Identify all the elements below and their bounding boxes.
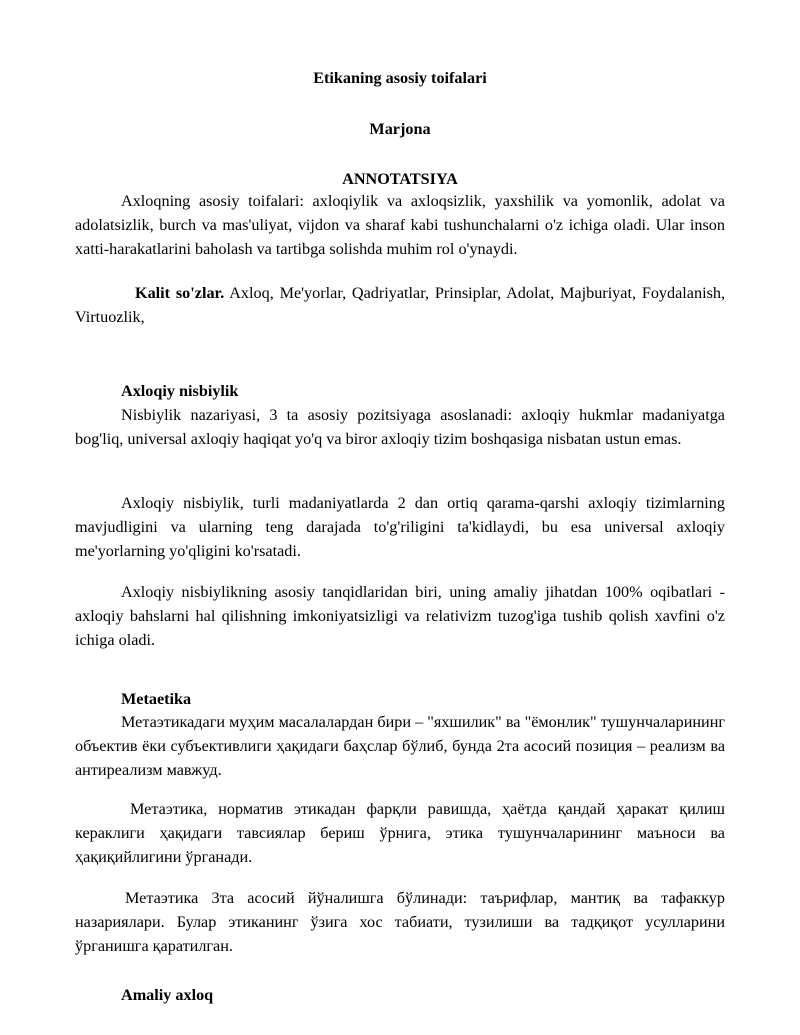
section-paragraph: [75, 797, 725, 870]
document-title: Etikaning asosiy toifalari: [313, 69, 487, 87]
keywords-paragraph: [75, 281, 725, 329]
paragraph-text: Метаэтикадаги муҳим масалалардан бири – "яхшилик" ва "ёмонлик" тушунчаларининг объектив ёки субъективлиги ҳақидаги баҳслар бўлиб, бунда 2та асосий позиция – реализм ва антиреализм мавжуд.: [75, 713, 725, 780]
section-heading-amaliy-axloq: Amaliy axloq: [121, 986, 214, 1004]
keywords-label: Kalit so'zlar.: [135, 284, 225, 302]
abstract-heading: ANNOTATSIYA: [342, 170, 458, 188]
abstract-paragraph: [75, 189, 725, 262]
section-paragraph: [75, 886, 725, 959]
section-paragraph: [75, 403, 725, 451]
section-paragraph: [75, 580, 725, 653]
section-heading-metaetika: Metaetika: [121, 690, 192, 708]
paragraph-text: Nisbiylik nazariyasi, 3 ta asosiy pozitsiyaga asoslanadi: axloqiy hukmlar madaniyatga bog'liq, universal axloqiy haqiqat yo'q va biror axloqiy tizim boshqasiga nisbatan ustun emas.: [75, 406, 725, 449]
abstract-text: Axloqning asosiy toifalari: axloqiylik va axloqsizlik, yaxshilik va yomonlik, adolat va adolatsizlik, burch va mas'uliyat, vijdon va sharaf kabi tushunchalarni o'z ichiga oladi. Ular inson xatti-harakatlarini baholash va tartibga solishda muhim rol o'ynaydi.: [75, 192, 725, 259]
paragraph-text: Axloqiy nisbiylik, turli madaniyatlarda 2 dan ortiq qarama-qarshi axloqiy tizimlarning mavjudligini va ularning teng darajada to'g'riligini ta'kidlaydi, bu esa universal axloqiy me'yorlarning yo'qligini ko'rsatadi.: [75, 494, 725, 561]
keywords-text: Axloq, Me'yorlar, Qadriyatlar, Prinsiplar, Adolat, Majburiyat, Foydalanish, Virtuozlik,: [75, 284, 726, 327]
section-paragraph: [75, 491, 725, 564]
section-paragraph: [75, 710, 725, 783]
paragraph-text: Метаэтика, норматив этикадан фарқли равишда, ҳаётда қандай ҳаракат қилиш кераклиги ҳақидаги тавсиялар бериш ўрнига, этика тушунчаларининг маъноси ва ҳақиқийлигини ўрганади.: [75, 800, 725, 867]
paragraph-text: Axloqiy nisbiylikning asosiy tanqidlaridan biri, uning amaliy jihatdan 100% oqibatlari - axloqiy bahslarni hal qilishning imkoniyatsizligi va relativizm tuzog'iga tushib qolish xavfini o'z ichiga oladi.: [75, 583, 725, 650]
paragraph-text: Метаэтика 3та асосий йўналишга бўлинади: таърифлар, мантиқ ва тафаккур назариялари. Булар этиканинг ўзига хос табиати, тузилиши ва тадқиқот усулларини ўрганишга қаратилган.: [75, 889, 725, 956]
section-heading-axloqiy-nisbiylik: Axloqiy nisbiylik: [121, 382, 239, 400]
author-name: Marjona: [369, 120, 431, 138]
